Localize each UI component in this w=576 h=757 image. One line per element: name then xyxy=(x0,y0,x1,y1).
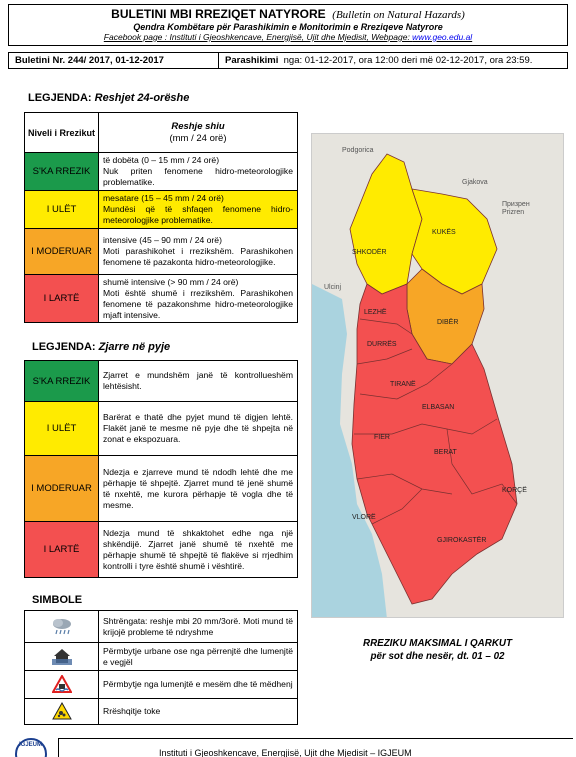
fire-level-low: I ULËT xyxy=(25,402,99,456)
map-label-fier: FIER xyxy=(374,434,390,441)
map-label-bg-podgorica: Podgorica xyxy=(342,147,374,154)
map-label-diber: DIBËR xyxy=(437,319,459,326)
level-header: Niveli i Rrezikut xyxy=(25,113,99,153)
symbols-title: SIMBOLE xyxy=(32,594,83,606)
bulletin-title: BULETINI MBI RREZIQET NATYRORE (Bulletin on Natural Hazards) xyxy=(111,7,465,21)
rain-level-high: I LARTË xyxy=(25,275,99,323)
map-label-kukes: KUKËS xyxy=(432,229,456,236)
fire-legend-table xyxy=(24,360,298,578)
rain-level-moderate: I MODERUAR xyxy=(25,229,99,275)
map-label-berat: BERAT xyxy=(434,449,457,456)
map-label-lezhe: LEZHË xyxy=(364,309,387,316)
map-label-bg-ulcinj: Ulcinj xyxy=(324,284,342,291)
map-label-shkoder: SHKODËR xyxy=(352,249,387,256)
map-label-vlore: VLORË xyxy=(352,514,376,521)
svg-text:IGJEUM: IGJEUM xyxy=(19,742,43,748)
fire-desc-high: Ndezja mund të shkaktohet edhe nga një shkëndijë. Zjarret janë shumë të nxehtë me përhapje shumë të shpejtë të flakëve si rrjedhim kontrolli i tyre është shumë i vështirë. xyxy=(99,522,298,578)
symbol-desc-river-flood: Përmbytje nga lumenjtë e mesëm dhe të mëdhenj xyxy=(99,671,298,699)
bulletin-number: Buletini Nr. 244/ 2017, 01-12-2017 xyxy=(9,53,219,68)
igjeum-logo xyxy=(14,737,48,757)
rain-desc-low: mesatare (15 – 45 mm / 24 orë) Mundësi që të shfaqen fenomene hidro-meteorologjike problematike. xyxy=(99,191,298,229)
fire-desc-none: Zjarret e mundshëm janë të kontrollueshëm lehtësisht. xyxy=(99,361,298,402)
rain-desc-none: të dobëta (0 – 15 mm / 24 orë) Nuk priten fenomene hidro-meteorologjike problematike. xyxy=(99,153,298,191)
albania-map-svg xyxy=(312,134,564,618)
map-label-durres: DURRËS xyxy=(367,341,397,348)
risk-map[interactable] xyxy=(311,133,564,618)
footer xyxy=(58,738,573,757)
rain-level-low: I ULËT xyxy=(25,191,99,229)
forecast-period: Parashikimi nga: 01-12-2017, ora 12:00 deri më 02-12-2017, ora 23:59. xyxy=(225,55,533,66)
river-flood-icon xyxy=(25,671,99,699)
map-label-korce: KORÇË xyxy=(502,487,527,494)
map-caption: RREZIKU MAKSIMAL I QARKUT për sot dhe nesër, dt. 01 – 02 xyxy=(363,638,512,662)
bulletin-links: Facebook page : Instituti i Gjeoshkencave, Energjisë, Ujit dhe Mjedisit, Webpage: www.geo.edu.al xyxy=(103,32,473,42)
symbols-table xyxy=(24,610,298,725)
map-label-gjirokaster: GJIROKASTËR xyxy=(437,537,487,544)
urban-flood-icon xyxy=(25,643,99,671)
fire-legend-title: LEGJENDA: Zjarre në pyje xyxy=(32,341,171,353)
rain-desc-moderate: intensive (45 – 90 mm / 24 orë) Moti parashikohet i rrezikshëm. Parashikohen fenomene të pazakonta hidro-meteorologjike. xyxy=(99,229,298,275)
map-label-bg-prizren-cyr: Призрен xyxy=(502,201,530,208)
fire-desc-moderate: Ndezja e zjarreve mund të ndodh lehtë dhe me përhapje të shpejtë. Zjarret mund të jenë shumë të nxehtë, me kurora përhapje të vogla dhe të mesme. xyxy=(99,456,298,522)
map-label-bg-prizren: Prizren xyxy=(502,209,525,216)
rain-legend-title: LEGJENDA: Reshjet 24-orëshe xyxy=(28,92,190,104)
storm-icon xyxy=(25,611,99,643)
rain-desc-high: shumë intensive (> 90 mm / 24 orë) Moti është shumë i rrezikshëm. Parashikohen fenomene të pazakonshme hidro-meteorologjike mjaft intensive. xyxy=(99,275,298,323)
symbol-desc-urban-flood: Përmbytje urbane ose nga përrenjtë dhe lumenjtë e vegjël xyxy=(99,643,298,671)
symbol-desc-landslide: Rrëshqitje toke xyxy=(99,699,298,725)
rain-level-none: S'KA RREZIK xyxy=(25,153,99,191)
rain-header: Reshje shiu (mm / 24 orë) xyxy=(99,113,298,153)
landslide-icon xyxy=(25,699,99,725)
bulletin-info-bar xyxy=(8,52,568,69)
fire-level-moderate: I MODERUAR xyxy=(25,456,99,522)
fire-level-high: I LARTË xyxy=(25,522,99,578)
fire-level-none: S'KA RREZIK xyxy=(25,361,99,402)
bulletin-header xyxy=(8,4,568,46)
footer-text: Instituti i Gjeoshkencave, Energjisë, Ujit dhe Mjedisit – IGJEUM xyxy=(159,748,412,757)
map-label-elbasan: ELBASAN xyxy=(422,404,455,411)
map-label-bg-gjakova: Gjakova xyxy=(462,179,488,186)
website-link[interactable]: www.geo.edu.al xyxy=(412,32,473,42)
bulletin-subtitle: Qendra Kombëtare për Parashikimin e Monitorimin e Rreziqeve Natyrore xyxy=(133,22,443,32)
fire-desc-low: Barërat e thatë dhe pyjet mund të digjen lehtë. Flakët janë te mesme në pyje dhe të shpejta në zonat e ekspozuara. xyxy=(99,402,298,456)
symbol-desc-storm: Shtrëngata: reshje mbi 20 mm/3orë. Moti mund të krijojë probleme të ndryshme xyxy=(99,611,298,643)
rain-legend-table xyxy=(24,112,298,323)
map-label-tirane: TIRANË xyxy=(390,381,416,388)
